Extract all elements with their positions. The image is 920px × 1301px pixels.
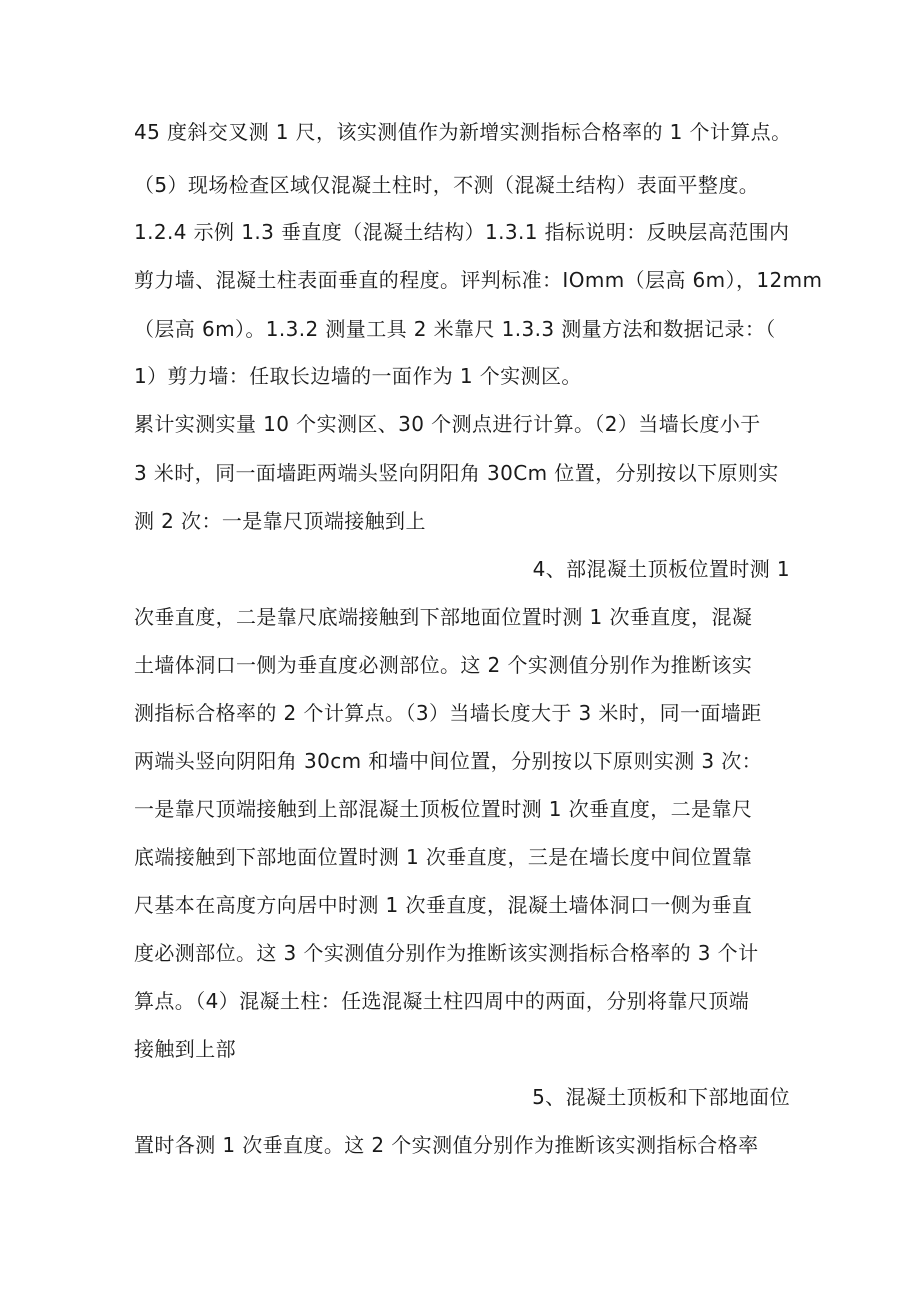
text-line: 两端头竖向阴阳角 30cm 和墙中间位置，分别按以下原则实测 3 次： bbox=[134, 749, 763, 773]
text-line: 一是靠尺顶端接触到上部混凝土顶板位置时测 1 次垂直度，二是靠尺 bbox=[134, 797, 753, 821]
text-line: 3 米时，同一面墙距两端头竖向阴阳角 30Cm 位置，分别按以下原则实 bbox=[134, 461, 779, 485]
text-line: 累计实测实量 10 个实测区、30 个测点进行计算。（2）当墙长度小于 bbox=[134, 412, 761, 436]
text-line: 尺基本在高度方向居中时测 1 次垂直度，混凝土墙体洞口一侧为垂直 bbox=[134, 893, 753, 917]
text-line: 度必测部位。这 3 个实测值分别作为推断该实测指标合格率的 3 个计 bbox=[134, 941, 759, 965]
text-line: 测 2 次：一是靠尺顶端接触到上 bbox=[134, 509, 426, 533]
text-line: 接触到上部 bbox=[134, 1037, 236, 1061]
text-line: 剪力墙、混凝土柱表面垂直的程度。评判标准：IOmm（层高 6m），12mm bbox=[134, 268, 823, 292]
text-line: 45 度斜交叉测 1 尺，该实测值作为新增实测指标合格率的 1 个计算点。 bbox=[134, 120, 792, 144]
text-line: 测指标合格率的 2 个计算点。（3）当墙长度大于 3 米时，同一面墙距 bbox=[134, 701, 762, 725]
section-marker-5: 5、混凝土顶板和下部地面位 bbox=[532, 1085, 790, 1109]
text-line: （层高 6m）。1.3.2 测量工具 2 米靠尺 1.3.3 测量方法和数据记录：（ bbox=[134, 317, 776, 341]
text-line: 土墙体洞口一侧为垂直度必测部位。这 2 个实测值分别作为推断该实 bbox=[134, 653, 753, 677]
text-line: 1.2.4 示例 1.3 垂直度（混凝土结构）1.3.1 指标说明：反映层高范围内 bbox=[134, 220, 790, 244]
text-line: 算点。（4）混凝土柱：任选混凝土柱四周中的两面，分别将靠尺顶端 bbox=[134, 989, 750, 1013]
text-line: 次垂直度，二是靠尺底端接触到下部地面位置时测 1 次垂直度，混凝 bbox=[134, 605, 753, 629]
text-line: 1）剪力墙：任取长边墙的一面作为 1 个实测区。 bbox=[134, 364, 582, 388]
section-marker-4: 4、部混凝土顶板位置时测 1 bbox=[532, 557, 790, 581]
text-line: （5）现场检查区域仅混凝土柱时，不测（混凝土结构）表面平整度。 bbox=[134, 173, 760, 197]
text-line: 底端接触到下部地面位置时测 1 次垂直度，三是在墙长度中间位置靠 bbox=[134, 845, 753, 869]
text-line: 置时各测 1 次垂直度。这 2 个实测值分别作为推断该实测指标合格率 bbox=[134, 1133, 759, 1157]
